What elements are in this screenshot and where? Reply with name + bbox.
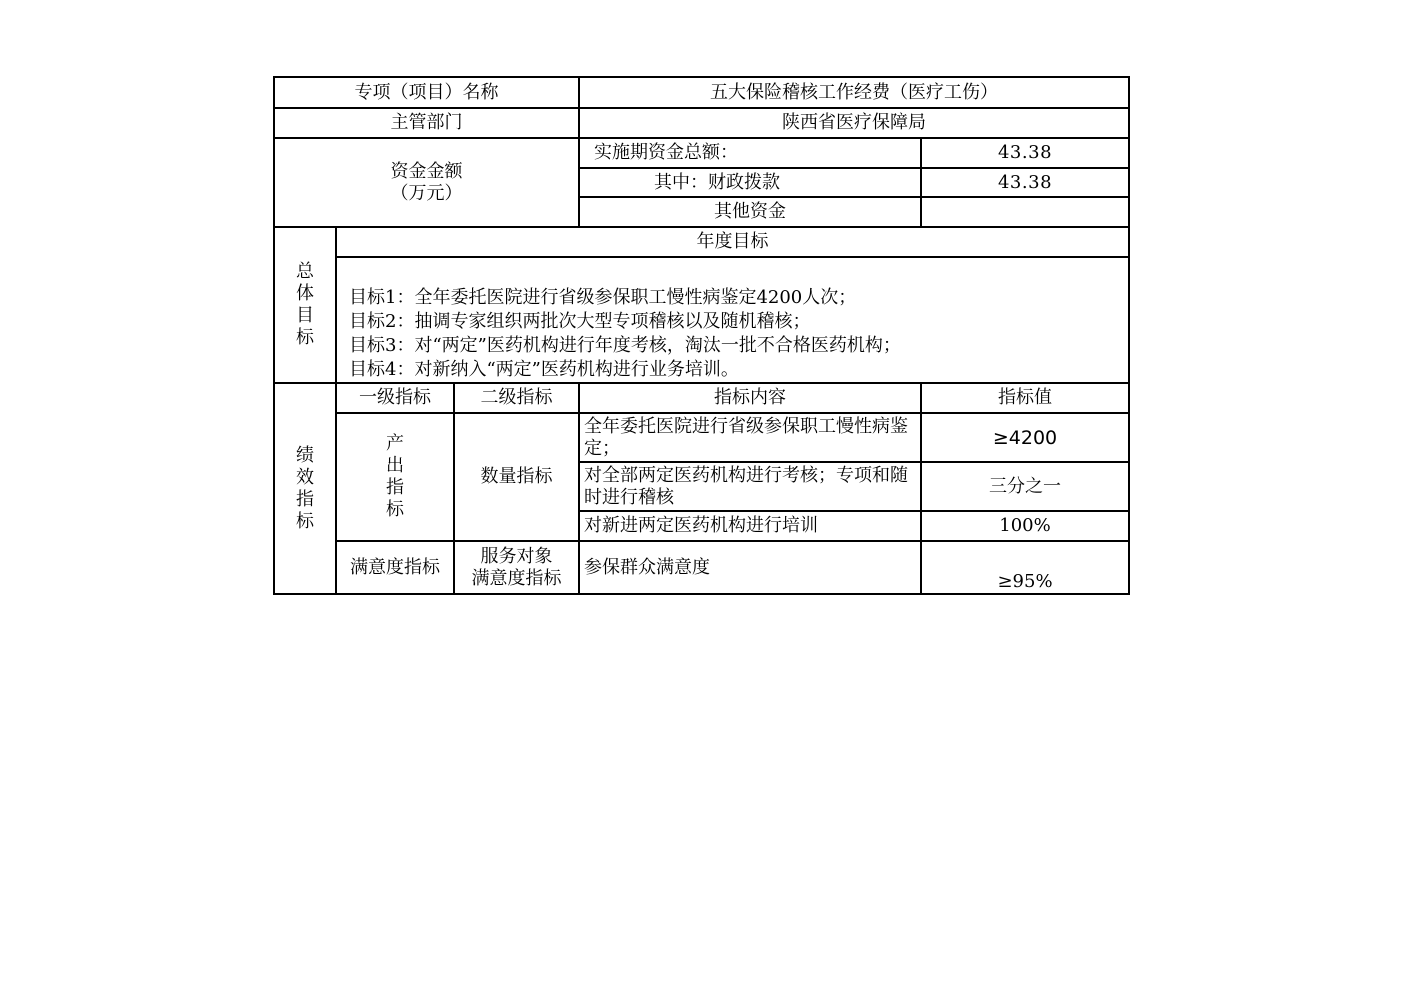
department-label: 主管部门 — [274, 108, 579, 138]
funds-total-value: 43.38 — [921, 138, 1129, 168]
project-name-value: 五大保险稽核工作经费（医疗工伤） — [579, 77, 1129, 108]
annual-goal-list — [336, 257, 1129, 383]
performance-goal-form — [273, 76, 1130, 595]
satisfaction-level2-line2: 满意度指标 — [471, 567, 562, 589]
project-name-label: 专项（项目）名称 — [274, 77, 579, 108]
output-char: 标 — [386, 499, 404, 520]
funds-total-label: 实施期资金总额： — [579, 138, 921, 168]
header-content: 指标内容 — [579, 383, 921, 413]
indicator-value: 三分之一 — [921, 462, 1129, 511]
indicator-content: 对新进两定医药机构进行培训 — [579, 511, 921, 541]
indicator-value: ≥4200 — [921, 413, 1129, 462]
performance-char: 效 — [296, 466, 314, 488]
performance-char: 标 — [296, 510, 314, 532]
goal-item: 目标3：对“两定”医药机构进行年度考核，淘汰一批不合格医药机构； — [349, 335, 901, 356]
performance-char: 绩 — [296, 444, 314, 466]
satisfaction-level2-line1: 服务对象 — [480, 545, 553, 567]
overall-goal-char: 标 — [296, 327, 314, 348]
funds-fiscal-label: 其中：财政拨款 — [579, 168, 921, 197]
output-char: 产 — [386, 433, 404, 454]
indicator-value: 100% — [921, 511, 1129, 541]
output-indicator-label — [336, 413, 454, 541]
output-char: 出 — [386, 455, 404, 476]
goal-item: 目标1：全年委托医院进行省级参保职工慢性病鉴定4200人次； — [349, 287, 857, 308]
performance-indicator-label — [274, 383, 336, 594]
funds-other-label: 其他资金 — [579, 197, 921, 227]
header-level1: 一级指标 — [336, 383, 454, 413]
quantity-indicator-label: 数量指标 — [454, 413, 579, 541]
funds-label — [274, 138, 579, 227]
department-value: 陕西省医疗保障局 — [579, 108, 1129, 138]
satisfaction-level2 — [454, 541, 579, 594]
funds-label-line2: （万元） — [390, 182, 463, 204]
header-level2: 二级指标 — [454, 383, 579, 413]
satisfaction-value: ≥95% — [921, 541, 1129, 594]
header-value: 指标值 — [921, 383, 1129, 413]
overall-goal-char: 总 — [296, 261, 314, 282]
indicator-content: 对全部两定医药机构进行考核；专项和随时进行稽核 — [579, 462, 921, 511]
overall-goal-char: 目 — [296, 305, 314, 326]
funds-other-value — [921, 197, 1129, 227]
funds-label-line1: 资金金额 — [390, 160, 463, 182]
funds-fiscal-value: 43.38 — [921, 168, 1129, 197]
performance-char: 指 — [296, 488, 314, 510]
satisfaction-level1: 满意度指标 — [336, 541, 454, 594]
output-char: 指 — [386, 477, 404, 498]
overall-goal-char: 体 — [296, 283, 314, 304]
annual-goal-header: 年度目标 — [336, 227, 1129, 257]
goal-item: 目标4：对新纳入“两定”医药机构进行业务培训。 — [349, 359, 739, 380]
overall-goal-label — [274, 227, 336, 383]
indicator-content: 全年委托医院进行省级参保职工慢性病鉴定； — [579, 413, 921, 462]
goal-item: 目标2：抽调专家组织两批次大型专项稽核以及随机稽核； — [349, 311, 811, 332]
satisfaction-content: 参保群众满意度 — [579, 541, 921, 594]
